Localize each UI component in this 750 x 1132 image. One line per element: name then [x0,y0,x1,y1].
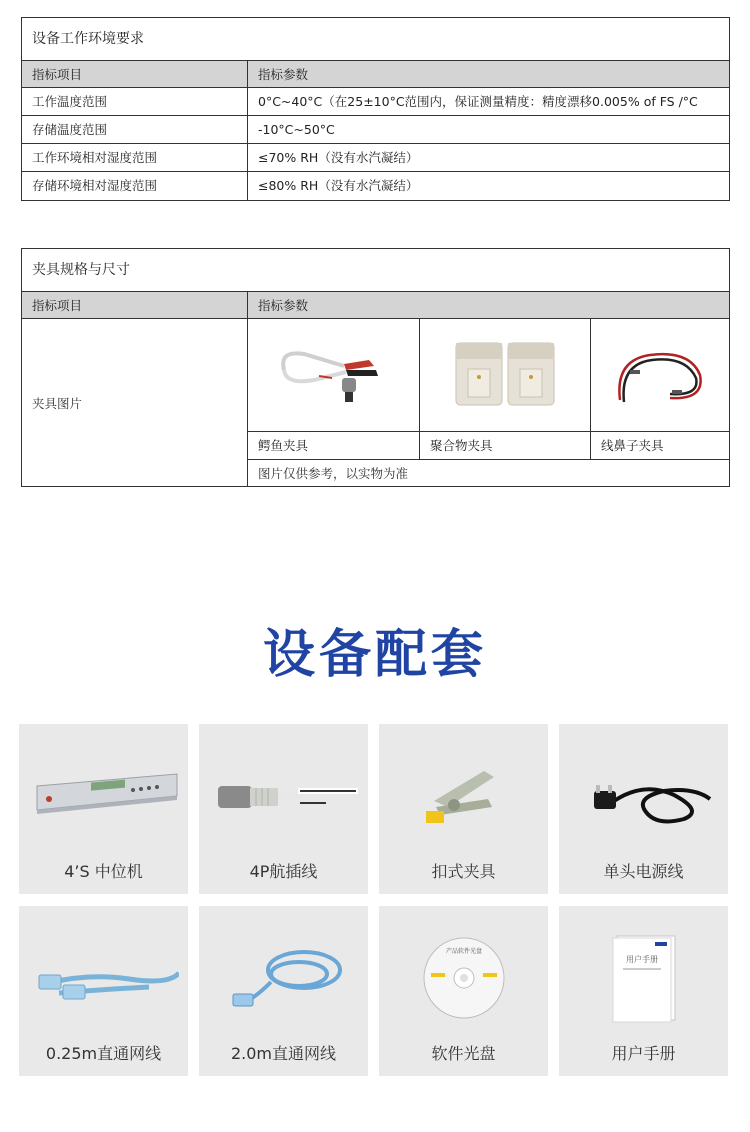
row-value: ≤80% RH（没有水汽凝结） [258,178,419,193]
accessories-title: 设备配套 [262,625,487,685]
accessories-grid [19,724,729,1076]
accessory-card [379,724,548,894]
header-param: 指标参数 [258,298,309,313]
clip-row-label: 夹具图片 [22,319,248,486]
accessory-card [19,724,188,894]
accessory-card [199,724,368,894]
accessory-label: 扣式夹具 [431,862,496,881]
power-cord-icon [559,746,728,846]
row-item: 存储环境相对湿度范围 [22,172,248,200]
accessory-label: 0.25m直通网线 [45,1044,162,1063]
clip-table-title: 夹具规格与尺寸 [22,249,729,292]
polymer-clip-icon [420,319,590,432]
row-item: 工作环境相对湿度范围 [22,144,248,171]
environment-table-title: 设备工作环境要求 [22,18,729,61]
clip-fixture-icon [379,746,548,846]
accessory-label: 软件光盘 [431,1044,496,1063]
svg-text:用户手册: 用户手册 [625,955,658,964]
clip-label: 聚合物夹具 [430,438,493,453]
accessory-label: 4’S 中位机 [64,862,143,881]
accessory-card [19,906,188,1076]
software-cd-icon [379,928,548,1028]
row-value: ≤70% RH（没有水汽凝结） [258,150,419,165]
clip-row [22,319,729,486]
accessory-label: 4P航插线 [249,862,318,881]
svg-text:产品软件光盘: 产品软件光盘 [445,948,482,955]
environment-table [21,17,730,201]
aviation-plug-cable-icon [199,746,368,846]
clip-cell-polymer [420,319,591,459]
header-item: 指标项目 [22,292,248,318]
short-network-cable-icon [19,928,188,1028]
accessory-label: 单头电源线 [603,862,684,881]
table-row [22,144,729,172]
header-param: 指标参数 [258,67,309,82]
accessory-card [199,906,368,1076]
clip-table [21,248,730,487]
row-item: 存储温度范围 [22,116,248,143]
clip-table-header [22,292,729,319]
clip-cell-alligator [248,319,420,459]
table-row [22,88,729,116]
accessory-card [379,906,548,1076]
table-row [22,116,729,144]
environment-table-header [22,61,729,88]
accessory-card [559,906,728,1076]
row-value: -10°C~50°C [258,122,335,137]
clip-label: 线鼻子夹具 [601,438,664,453]
accessory-card [559,724,728,894]
row-item: 工作温度范围 [22,88,248,115]
clip-cell-wire-lug [591,319,729,459]
header-item: 指标项目 [22,61,248,87]
rack-unit-icon [19,746,188,846]
accessory-label: 2.0m直通网线 [230,1044,337,1063]
row-value: 0°C~40°C（在25±10°C范围内，保证测量精度：精度漂移0.005% of FS /°C [258,94,698,109]
wire-lug-clip-icon [591,319,729,432]
clip-label: 鳄鱼夹具 [258,438,309,453]
alligator-clip-icon [248,319,419,432]
user-manual-icon [559,928,728,1028]
table-row [22,172,729,200]
long-network-cable-icon [199,928,368,1028]
clip-note: 图片仅供参考，以实物为准 [248,459,729,486]
accessory-label: 用户手册 [611,1044,676,1063]
